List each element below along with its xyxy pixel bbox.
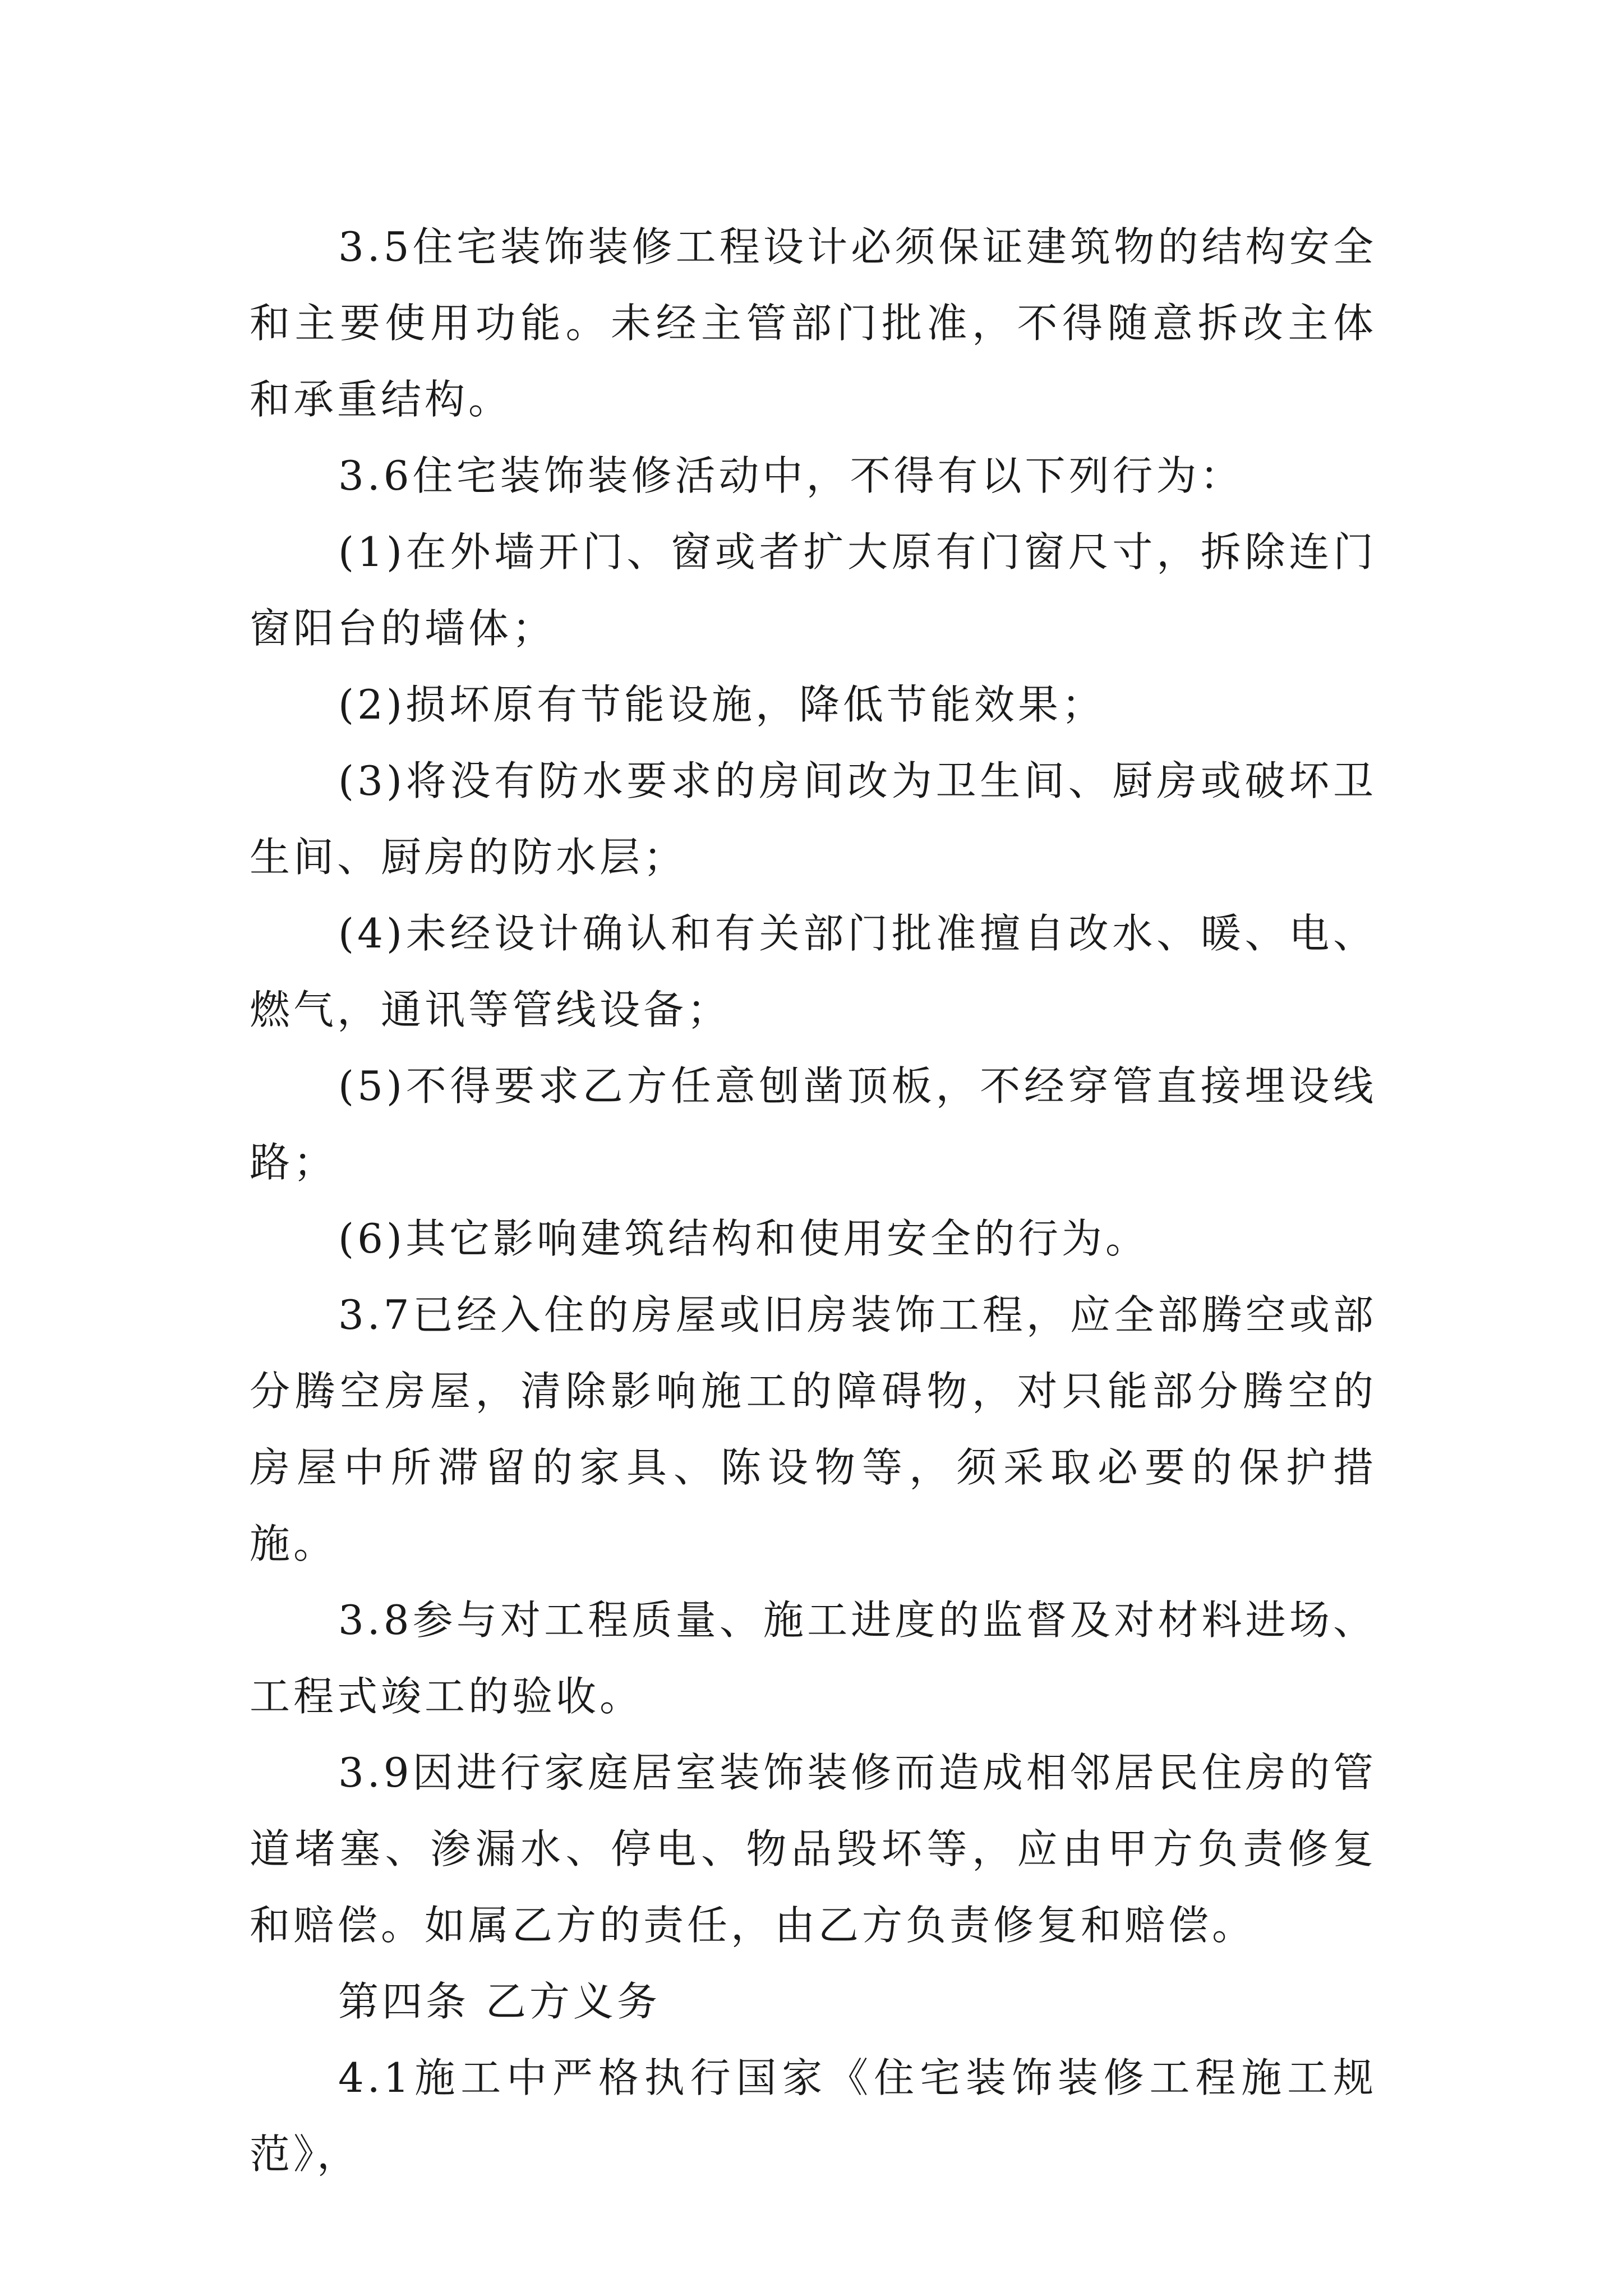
document-body (250, 209, 1377, 2192)
clause-3-6: 3.6住宅装饰装修活动中，不得有以下列行为： (338, 452, 1244, 499)
clause-3-6-item-3: (3)将没有防水要求的房间改为卫生间、厨房或破坏卫生间、厨房的防水层； (250, 757, 1377, 881)
clause-3-7: 3.7已经入住的房屋或旧房装饰工程，应全部腾空或部分腾空房屋，清除影响施工的障碍物，对只能部分腾空的房屋中所滞留的家具、陈设物等，须采取必要的保护措施。 (250, 1291, 1377, 1567)
section-heading-article-4: 第四条 乙方义务 (338, 1978, 661, 2025)
clause-4-1: 4.1施工中严格执行国家《住宅装饰装修工程施工规范》， (250, 2054, 1377, 2178)
clause-3-6-item-4: (4)未经设计确认和有关部门批准擅自改水、暖、电、燃气，通讯等管线设备； (250, 910, 1377, 1033)
clause-3-6-item-2: (2)损坏原有节能设施，降低节能效果； (338, 681, 1105, 728)
clause-3-6-item-1: (1)在外墙开门、窗或者扩大原有门窗尺寸，拆除连门窗阳台的墙体； (250, 528, 1377, 652)
clause-3-6-item-6: (6)其它影响建筑结构和使用安全的行为。 (338, 1215, 1149, 1262)
clause-3-5: 3.5住宅装饰装修工程设计必须保证建筑物的结构安全和主要使用功能。未经主管部门批准，不得随意拆改主体和承重结构。 (250, 223, 1377, 423)
clause-3-6-item-5: (5)不得要求乙方任意刨凿顶板，不经穿管直接埋设线路； (250, 1062, 1377, 1186)
clause-3-8: 3.8参与对工程质量、施工进度的监督及对材料进场、工程式竣工的验收。 (250, 1596, 1377, 1720)
clause-3-9: 3.9因进行家庭居室装饰装修而造成相邻居民住房的管道堵塞、渗漏水、停电、物品毁坏等，应由甲方负责修复和赔偿。如属乙方的责任，由乙方负责修复和赔偿。 (250, 1749, 1377, 1949)
